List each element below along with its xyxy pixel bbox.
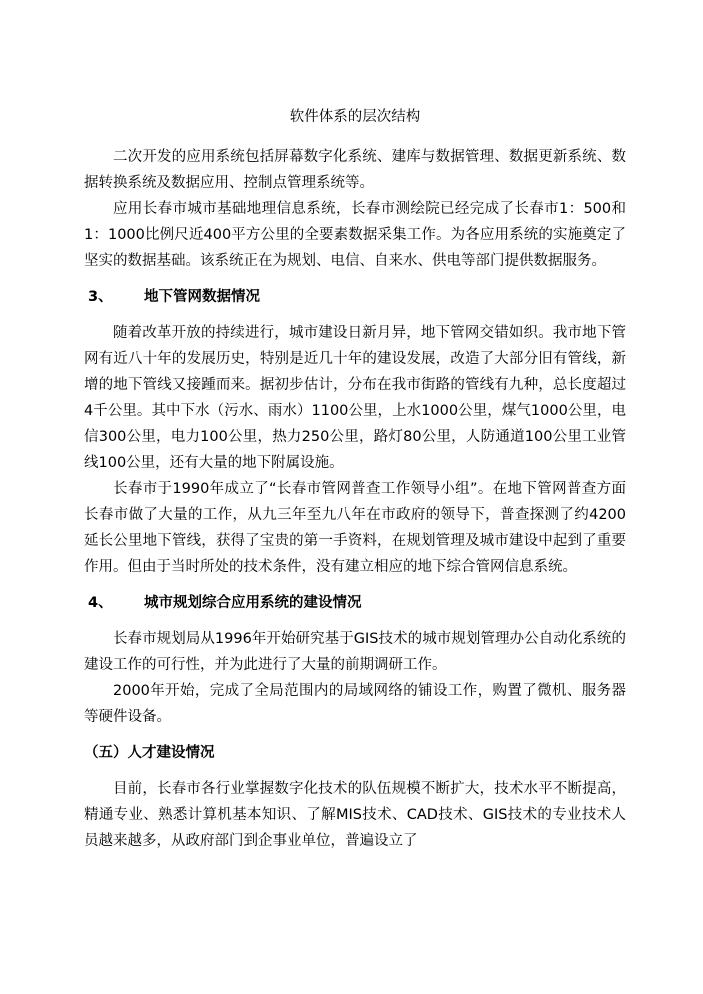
section-heading-3	[84, 284, 626, 310]
paragraph: 长春市于1990年成立了“长春市管网普查工作领导小组”。在地下管网普查方面长春市做了大量的工作，从九三年至九八年在市政府的领导下，普查探测了约4200延长公里地下管线，获得了宝贵的第一手资料，在规划管理及城市建设中起到了重要作用。但由于当时所处的技术条件，没有建立相应的地下综合管网信息系统。	[84, 481, 626, 575]
document-page	[84, 104, 626, 854]
paragraph: 随着改革开放的持续进行，城市建设日新月异，地下管网交错如织。我市地下管网有近八十年的发展历史，特别是近几十年的建设发展，改造了大部分旧有管线，新增的地下管线又接踵而来。据初步估计，分布在我市街路的管线有九种，总长度超过4千公里。其中下水（污水、雨水）1100公里，上水1000公里，煤气1000公里，电信300公里，电力100公里，热力250公里，路灯80公里，人防通道100公里工业管线100公里，还有大量的地下附属设施。	[84, 325, 626, 471]
section-heading-5	[84, 740, 626, 766]
section-heading-4	[84, 590, 626, 616]
paragraph: 目前，长春市各行业掌握数字化技术的队伍规模不断扩大，技术水平不断提高，精通专业、熟悉计算机基本知识、了解MIS技术、CAD技术、GIS技术的专业技术人员越来越多，从政府部门到企事业单位，普遍设立了	[84, 781, 626, 849]
section-title: （五）人才建设情况	[84, 745, 215, 761]
paragraph: 二次开发的应用系统包括屏幕数字化系统、建库与数据管理、数据更新系统、数据转换系统及数据应用、控制点管理系统等。	[84, 149, 626, 191]
paragraph: 长春市规划局从1996年开始研究基于GIS技术的城市规划管理办公自动化系统的建设工作的可行性，并为此进行了大量的前期调研工作。	[84, 631, 626, 673]
paragraph: 2000年开始，完成了全局范围内的局域网络的铺设工作，购置了微机、服务器等硬件设备。	[84, 683, 626, 725]
paragraph: 应用长春市城市基础地理信息系统，长春市测绘院已经完成了长春市1：500和1：1000比例尺近400平方公里的全要素数据采集工作。为各应用系统的实施奠定了坚实的数据基础。该系统正在为规划、电信、自来水、供电等部门提供数据服务。	[84, 201, 626, 269]
section-title: 地下管网数据情况	[144, 289, 260, 305]
section-number: 4、	[88, 595, 113, 611]
section-title: 城市规划综合应用系统的建设情况	[144, 595, 362, 611]
section-number: 3、	[88, 289, 113, 305]
figure-caption: 软件体系的层次结构	[289, 109, 421, 125]
